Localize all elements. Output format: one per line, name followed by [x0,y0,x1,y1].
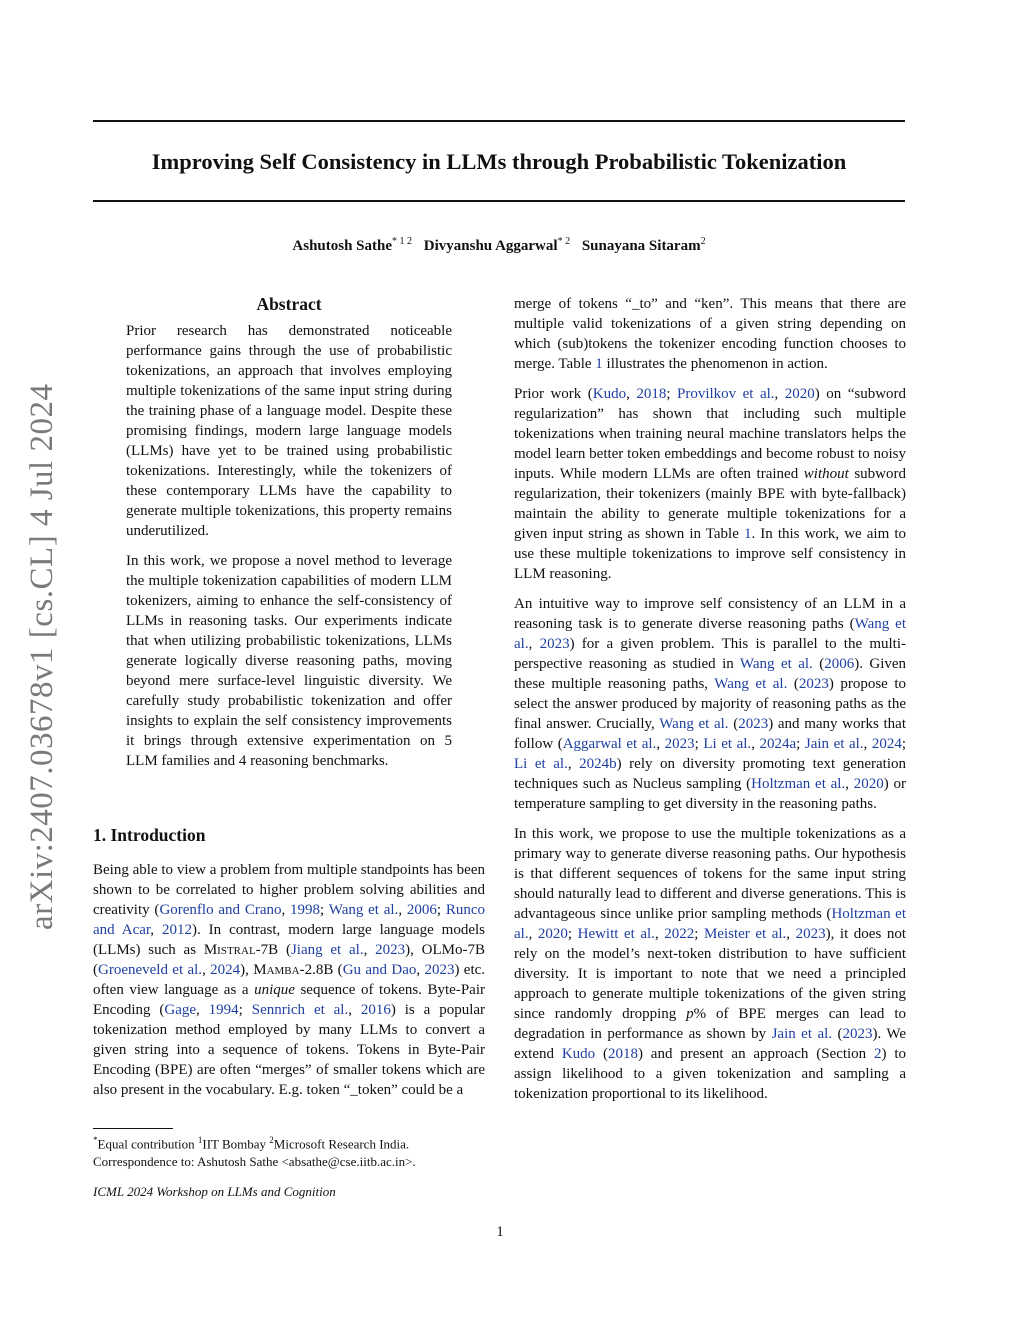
citation-link[interactable]: 1998 [290,902,321,918]
citation-link[interactable]: 2023 [738,716,769,732]
citation-link[interactable]: 2020 [537,926,568,942]
citation-link[interactable]: Holtzman et al. [514,906,906,942]
table-ref-link[interactable]: 1 [595,356,603,372]
citation-link[interactable]: Li et al. [514,756,568,772]
abstract-body [126,321,452,781]
citation-link[interactable]: 2018 [636,386,667,402]
citation-link[interactable]: 2006 [406,902,437,918]
citation-link[interactable]: Meister et al. [703,926,787,942]
body-paragraph: Prior work (Kudo, 2018; Provilkov et al., 2020) on “subword regularization” has shown that including such multiple tokenizations when training neural machine translators helps the model learn better token embeddings and become robust to noisy inputs. While modern LLMs are often trained without subword regularization, their tokenizers (mainly BPE with byte-fallback) maintain the ability to generate multiple tokenizations for a given input string as shown in Table 1. In this work, we aim to use these multiple tokenizations to improve self consistency in LLM reasoning. [514,386,907,582]
author-affiliation: * 1 2 [392,236,413,247]
model-name: OLMo-7B [421,942,485,958]
citation-link[interactable]: Holtzman et al. [751,776,846,792]
intro-paragraph: Being able to view a problem from multiple standpoints has been shown to be correlated to higher problem solving abilities and creativity (Gorenflo and Crano, 1998; Wang et al., 2006; Runco and Acar, 2012). In contrast, modern large language models (LLMs) such as Mistral-7B (Jiang et al., 2023), OLMo-7B (Groeneveld et al., 2024), Mamba-2.8B (Gu and Dao, 2023) etc. often view language as a unique sequence of tokens. Byte-Pair Encoding (Gage, 1994; Sennrich et al., 2016) is a popular tokenization method employed by many LLMs to convert a given string into a sequence of tokens. Tokens in Byte-Pair Encoding (BPE) are often “merges” of smaller tokens which are also present in the vocabulary. E.g. token “_token” could be a [93,862,486,1098]
model-name: Mistral-7B [203,942,279,958]
citation-link[interactable]: 2018 [607,1046,638,1062]
citation-link[interactable]: Wang et al. [328,902,399,918]
citation-link[interactable]: Hewitt et al. [577,926,655,942]
section-ref-link[interactable]: 2 [874,1046,882,1062]
footnote: *Equal contribution $^1$IIT Bombay $^2$Microsoft Research India. Correspondence to: Ashutosh Sathe <absathe@cse.iitb.ac.in>. [93,1135,416,1170]
citation-link[interactable]: Sennrich et al. [251,1002,349,1018]
body-paragraph: merge of tokens “_to” and “ken”. This means that there are multiple valid tokenizations of a given string depending on which (sub)tokens the tokenizer encoding function chooses to merge. Table 1 illustrates the phenomenon in action. [514,296,906,372]
citation-link[interactable]: 2020 [784,386,815,402]
citation-link[interactable]: 2023 [424,962,455,978]
author-affiliation: * 2 [557,236,571,247]
right-column [514,294,906,1114]
citation-link[interactable]: 2020 [853,776,884,792]
author: Ashutosh Sathe$^{* 1 2}$ [292,236,413,254]
citation-link[interactable]: 2023 [795,926,826,942]
emphasis: unique [254,982,295,998]
section-heading-introduction: 1. Introduction [93,825,206,845]
venue-line: ICML 2024 Workshop on LLMs and Cognition [93,1184,336,1199]
emphasis: p [686,1006,694,1022]
arxiv-stamp: arXiv:2407.03678v1 [cs.CL] 4 Jul 2024 [24,383,60,930]
citation-link[interactable]: Kudo [592,386,627,402]
citation-link[interactable]: 2023 [664,736,695,752]
paper-title: Improving Self Consistency in LLMs through Probabilistic Tokenization [151,149,847,174]
citation-link[interactable]: 2024a [759,736,797,752]
citation-link[interactable]: 2023 [539,636,570,652]
citation-link[interactable]: 2023 [842,1026,873,1042]
citation-link[interactable]: 1994 [208,1002,239,1018]
citation-link[interactable]: Jain et al. [804,736,864,752]
page-number: 1 [496,1224,504,1240]
author: Sunayana Sitaram$^2$ [581,236,706,254]
abstract-paragraph: In this work, we propose a novel method to leverage the multiple tokenization capabilities of modern LLM tokenizers, aiming to enhance the self-consistency of LLMs in reasoning tasks. Our experiments indicate that when utilizing probabilistic tokenizations, LLMs generate logically diverse reasoning paths, moving beyond mere surface-level linguistic diversity. We carefully study probabilistic tokenization and offer insights to explain the self consistency improvements it brings through extensive experimentation on 5 LLM families and 4 reasoning benchmarks. [126,553,452,769]
citation-link[interactable]: Wang et al. [739,656,813,672]
citation-link[interactable]: Li et al. [703,736,752,752]
citation-link[interactable]: 2022 [664,926,695,942]
citation-link[interactable]: 2024b [579,756,617,772]
citation-link[interactable]: Jiang et al. [290,942,364,958]
citation-link[interactable]: 2012 [161,922,192,938]
citation-link[interactable]: Aggarwal et al. [562,736,657,752]
body-paragraph: An intuitive way to improve self consistency of an LLM in a reasoning task is to generate diverse reasoning paths (Wang et al., 2023) for a given problem. This is parallel to the multi-perspective reasoning as studied in Wang et al. (2006). Given these multiple reasoning paths, Wang et al. (2023) propose to select the answer produced by majority of reasoning paths as the final answer. Crucially, Wang et al. (2023) and many works that follow (Aggarwal et al., 2023; Li et al., 2024a; Jain et al., 2024; Li et al., 2024b) rely on diversity promoting text generation techniques such as Nucleus sampling (Holtzman et al., 2020) or temperature sampling to get diversity in the reasoning paths. [514,596,907,812]
author: Divyanshu Aggarwal$^{* 2}$ [423,236,571,254]
citation-link[interactable]: Gage [164,1002,197,1018]
citation-link[interactable]: Kudo [561,1046,596,1062]
citation-link[interactable]: Gu and Dao [342,962,417,978]
model-name: Mamba-2.8B [253,962,334,978]
title-rule-bottom [93,200,905,202]
emphasis: without [803,466,849,482]
citation-link[interactable]: Wang et al. [714,676,788,692]
body-paragraph: In this work, we propose to use the multiple tokenizations as a primary way to generate diverse reasoning paths. Our hypothesis is that different sequences of tokens for the same input string should naturally lead to different and diverse generations. This is advantageous since unlike prior sampling methods (Holtzman et al., 2020; Hewitt et al., 2022; Meister et al., 2023), it does not rely on the model’s next-token distribution to have sufficient diversity. It is important to note that we need a principled approach to generate multiple tokenizations of the given string since randomly dropping p% of BPE merges can lead to degradation in performance as shown by Jain et al. (2023). We extend Kudo (2018) and present an approach (Section 2) to assign likelihood to a given tokenization and sampling a tokenization proportional to its likelihood. [514,826,907,1102]
citation-link[interactable]: 2023 [798,676,829,692]
author-affiliation: 2 [700,236,706,247]
citation-link[interactable]: 2006 [824,656,855,672]
citation-link[interactable]: Groeneveld et al. [98,962,203,978]
citation-link[interactable]: 2016 [360,1002,391,1018]
citation-link[interactable]: 2023 [375,942,406,958]
abstract-heading: Abstract [256,294,322,314]
citation-link[interactable]: Runco and Acar [93,902,486,938]
title-rule-top [93,120,905,122]
citation-link[interactable]: Wang et al. [659,716,729,732]
table-ref-link[interactable]: 1 [743,526,752,542]
citation-link[interactable]: Wang et al. [514,616,906,652]
abstract-paragraph: Prior research has demonstrated noticeable performance gains through the use of probabilistic tokenizations, an approach that involves employing multiple tokenizations of the same input string during the training phase of a language model. Despite these promising findings, modern large language models (LLMs) have yet to be trained using probabilistic tokenizations. Interestingly, while the tokenizers of these contemporary LLMs have the capability to generate multiple tokenizations, this property remains underutilized. [126,323,452,539]
author-list [93,236,905,256]
citation-link[interactable]: Gorenflo and Crano [159,902,282,918]
left-column [93,860,485,1110]
citation-link[interactable]: 2024 [871,736,902,752]
footnote-rule [93,1128,173,1129]
citation-link[interactable]: Provilkov et al. [677,386,775,402]
citation-link[interactable]: Jain et al. [771,1026,833,1042]
citation-link[interactable]: 2024 [210,962,241,978]
